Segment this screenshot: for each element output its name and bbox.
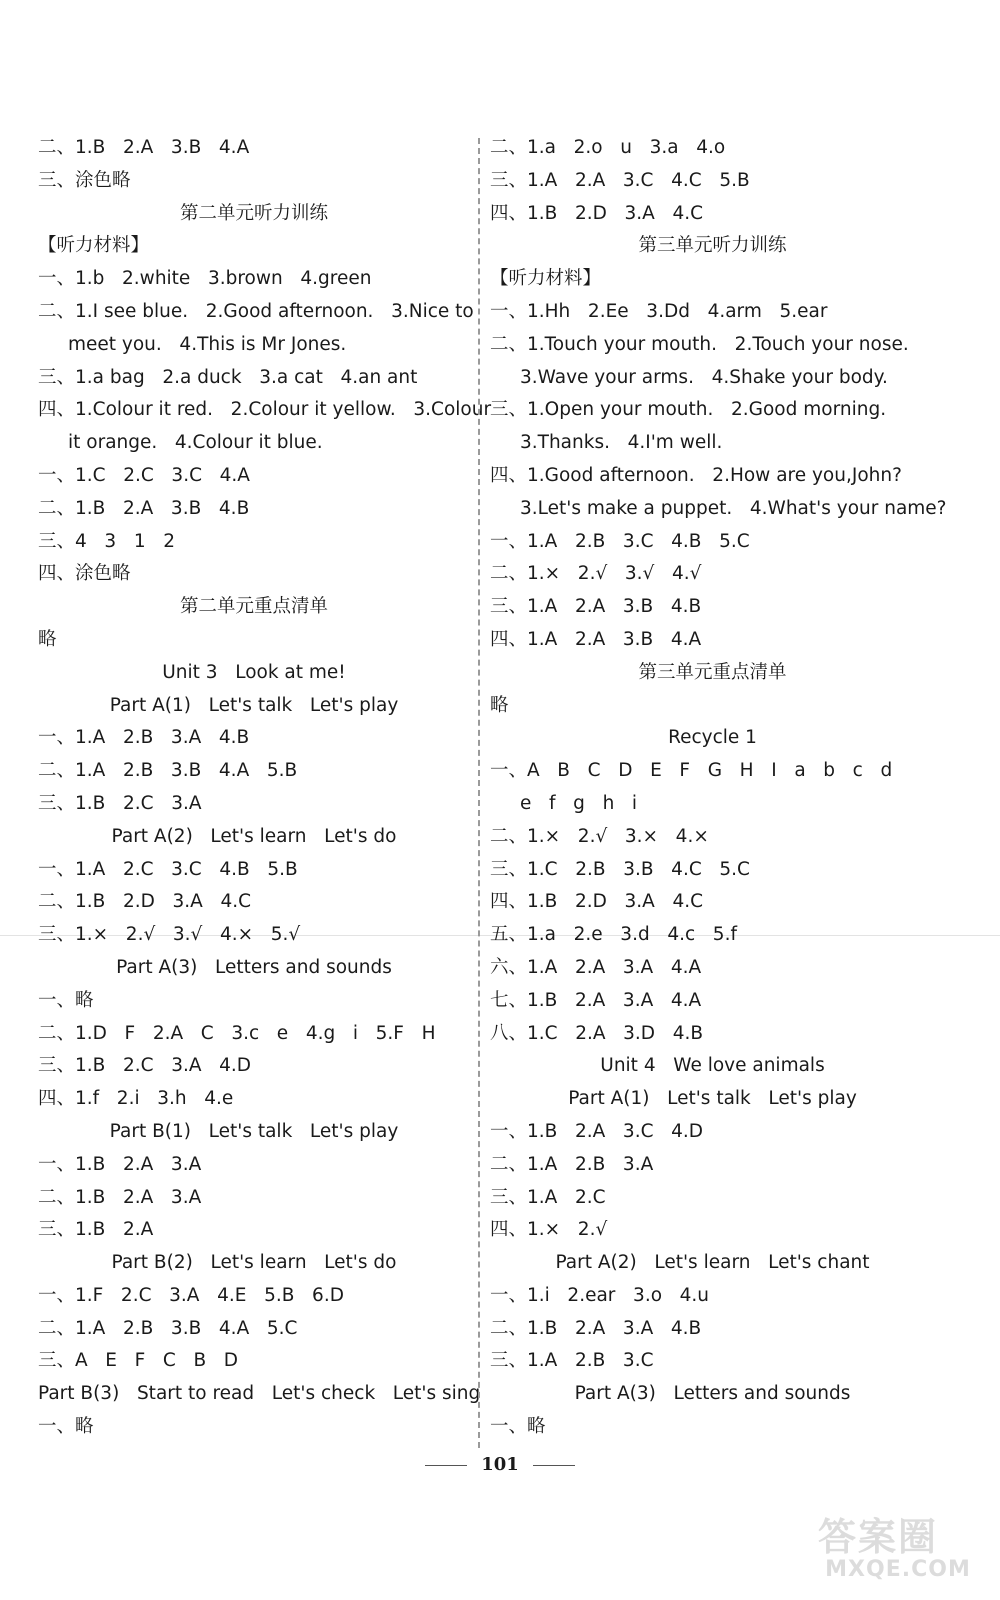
answer-line: 三、1.B 2.A (38, 1219, 154, 1241)
section-heading: Unit 4 We love animals (600, 1055, 825, 1077)
answer-line: 【听力材料】 (38, 235, 150, 257)
answer-line: 八、1.C 2.A 3.D 4.B (490, 1022, 704, 1044)
answer-line: it orange. 4.Colour it blue. (68, 432, 323, 454)
section-heading: Part A(1) Let's talk Let's play (568, 1088, 857, 1110)
answer-line: 一、1.B 2.A 3.C 4.D (490, 1120, 704, 1142)
answer-line: 三、涂色略 (38, 169, 131, 191)
answer-line: 二、1.A 2.B 3.B 4.A 5.C (38, 1317, 298, 1339)
watermark-url: MXQE.COM (825, 1557, 971, 1582)
section-heading: Part B(1) Let's talk Let's play (109, 1120, 399, 1142)
answer-line: 三、1.a bag 2.a duck 3.a cat 4.an ant (38, 366, 418, 388)
answer-line: 三、1.C 2.B 3.B 4.C 5.C (490, 858, 750, 880)
answer-line: Part B(3) Start to read Let's check Let's sing (38, 1383, 481, 1405)
answer-line: 一、1.Hh 2.Ee 3.Dd 4.arm 5.ear (490, 300, 828, 322)
left-column (38, 132, 492, 1444)
section-heading: Part B(2) Let's learn Let's do (111, 1252, 397, 1274)
section-heading: Part A(3) Letters and sounds (574, 1383, 851, 1405)
answer-line: 三、1.A 2.A 3.B 4.B (490, 596, 702, 618)
right-column (490, 132, 947, 1444)
section-heading: Part A(2) Let's learn Let's do (111, 825, 397, 847)
answer-line: 一、1.A 2.B 3.A 4.B (38, 727, 250, 749)
section-heading: Recycle 1 (668, 727, 757, 749)
answer-line: 一、1.F 2.C 3.A 4.E 5.B 6.D (38, 1284, 344, 1306)
answer-line: 三、1.B 2.C 3.A 4.D (38, 1055, 252, 1077)
answer-line: 五、1.a 2.e 3.d 4.c 5.f (490, 924, 737, 946)
answer-line: 二、1.Touch your mouth. 2.Touch your nose. (490, 333, 909, 355)
answer-line: 一、略 (38, 1416, 94, 1438)
answer-line: 【听力材料】 (490, 268, 602, 290)
answer-line: 四、1.B 2.D 3.A 4.C (490, 891, 704, 913)
answer-line: 二、1.B 2.A 3.A (38, 1186, 202, 1208)
page-number-dash-right (533, 1465, 575, 1466)
section-heading: Unit 3 Look at me! (162, 661, 346, 683)
answer-line: 一、A B C D E F G H I a b c d (490, 760, 893, 782)
answer-line: 一、1.b 2.white 3.brown 4.green (38, 268, 372, 290)
watermark-chinese: 答案圈 (818, 1515, 939, 1559)
answer-line: 三、1.A 2.B 3.C (490, 1350, 654, 1372)
answer-line: 三、1.A 2.C (490, 1186, 606, 1208)
answer-line: 3.Let's make a puppet. 4.What's your name? (520, 497, 947, 519)
answer-line: 3.Thanks. 4.I'm well. (520, 432, 723, 454)
answer-line: 一、1.C 2.C 3.C 4.A (38, 464, 250, 486)
answer-line: 三、1.Open your mouth. 2.Good morning. (490, 399, 887, 421)
answer-line: e f g h i (520, 792, 638, 814)
section-heading: 第二单元重点清单 (179, 596, 328, 618)
answer-line: 一、1.A 2.B 3.C 4.B 5.C (490, 530, 750, 552)
answer-line: 六、1.A 2.A 3.A 4.A (490, 956, 702, 978)
answer-line: 二、1.B 2.A 3.B 4.A (38, 137, 250, 158)
answer-line: 二、1.a 2.o u 3.a 4.o (490, 137, 726, 158)
column-divider (478, 138, 480, 1448)
answer-line: 二、1.B 2.A 3.A 4.B (490, 1317, 702, 1339)
section-heading: Part A(2) Let's learn Let's chant (555, 1252, 870, 1274)
site-watermark-logo (818, 1516, 978, 1586)
answer-line: 一、略 (38, 989, 94, 1011)
answer-line: 二、1.B 2.A 3.B 4.B (38, 497, 250, 519)
answer-line: 略 (38, 628, 57, 650)
answer-line: 三、1.× 2.√ 3.√ 4.× 5.√ (38, 924, 301, 946)
answer-line: 略 (490, 694, 509, 716)
section-heading: 第二单元听力训练 (179, 202, 328, 224)
page-number-value: 101 (481, 1454, 519, 1475)
answer-line: 二、1.A 2.B 3.A (490, 1153, 654, 1175)
answer-line: 一、1.A 2.C 3.C 4.B 5.B (38, 858, 298, 880)
answer-line: 四、1.B 2.D 3.A 4.C (490, 202, 704, 224)
answer-line: 七、1.B 2.A 3.A 4.A (490, 989, 702, 1011)
answer-line: 四、1.Good afternoon. 2.How are you,John? (490, 464, 902, 486)
section-heading: Part A(3) Letters and sounds (116, 956, 392, 978)
answer-line: 三、1.B 2.C 3.A (38, 792, 202, 814)
answer-line: 四、1.f 2.i 3.h 4.e (38, 1088, 234, 1110)
answer-line: 四、1.× 2.√ (490, 1219, 608, 1241)
answer-line: 三、4 3 1 2 (38, 530, 176, 552)
page-number (0, 1454, 1000, 1475)
answer-line: 二、1.A 2.B 3.B 4.A 5.B (38, 760, 298, 782)
answer-line: 3.Wave your arms. 4.Shake your body. (520, 366, 888, 388)
section-heading: Part A(1) Let's talk Let's play (109, 694, 399, 716)
section-heading: 第三单元重点清单 (638, 661, 787, 683)
answer-line: 三、1.A 2.A 3.C 4.C 5.B (490, 169, 750, 191)
answer-line: 二、1.D F 2.A C 3.c e 4.g i 5.F H (38, 1022, 436, 1044)
answer-line: 二、1.I see blue. 2.Good afternoon. 3.Nice to (38, 300, 474, 322)
answer-line: 四、1.Colour it red. 2.Colour it yellow. 3.Colour (38, 399, 492, 421)
answer-line: 四、1.A 2.A 3.B 4.A (490, 628, 702, 650)
page-number-dash-left (425, 1465, 467, 1466)
answer-line: 一、1.i 2.ear 3.o 4.u (490, 1284, 710, 1306)
section-heading: 第三单元听力训练 (638, 235, 787, 257)
answer-line: meet you. 4.This is Mr Jones. (68, 333, 347, 355)
answer-line: 二、1.× 2.√ 3.√ 4.√ (490, 563, 702, 585)
answer-line: 三、A E F C B D (38, 1350, 239, 1372)
answer-line: 一、1.B 2.A 3.A (38, 1153, 202, 1175)
answer-line: 一、略 (490, 1416, 546, 1438)
answer-line: 二、1.× 2.√ 3.× 4.× (490, 825, 709, 847)
answer-line: 二、1.B 2.D 3.A 4.C (38, 891, 252, 913)
answer-line: 四、涂色略 (38, 563, 131, 585)
